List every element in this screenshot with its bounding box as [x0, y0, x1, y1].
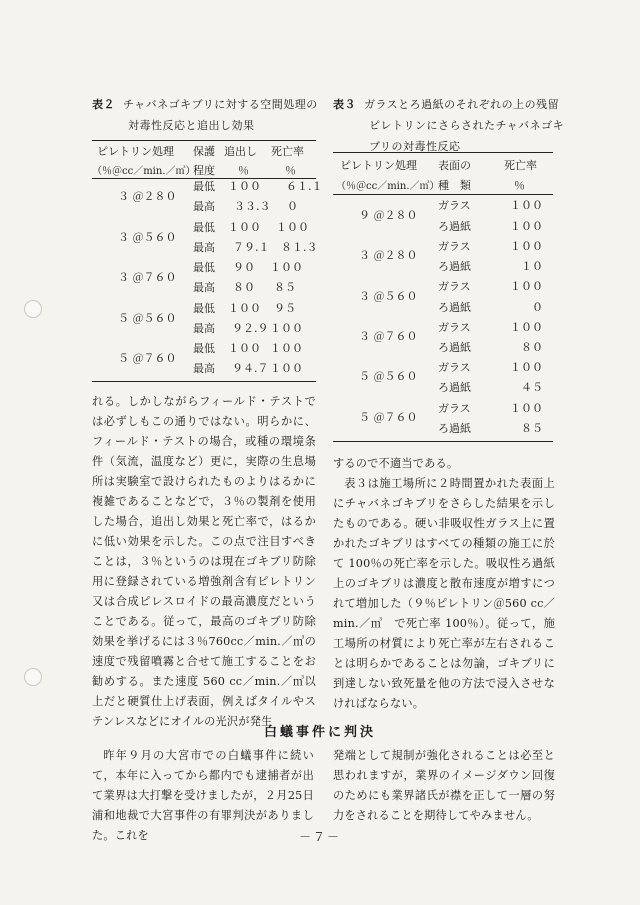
table3-row-surface: ガラス	[438, 321, 471, 334]
table2-row-mortality: １００	[276, 221, 309, 234]
table2-row-level: 最低	[193, 221, 215, 234]
table3-row-surface: ガラス	[438, 240, 471, 253]
table2-row-mortality: ０	[287, 200, 298, 213]
table3-row-mortality: ８５	[521, 422, 543, 435]
table2-row-treatment: ３ ＠７６０	[118, 271, 177, 284]
right-body-paragraph-2: 表３は施工場所に２時間置かれた表面上にチャバネゴキブリをさらした結果を示したものである。硬い非吸収性ガラス上に置かれたゴキブリはすべての種類の施工に於て 100％の死亡率を示した。吸収性ろ過紙上のゴキブリは濃度と散布速度が増すにつれて増加した（９％ピレトリン＠560 cc／min.／㎥ で死亡率 100％）。従って，施工場所の材質により死亡率が左右されることは明らかであることは勿論，ゴキブリに到達しない致死量を他の方法で浸入させなければならない。	[333, 477, 555, 710]
table2-row-level: 最低	[193, 302, 215, 315]
table3-header-mortality: 死亡率	[504, 159, 537, 172]
table2-header-protection-2: 程度	[193, 164, 215, 177]
table3-row-surface: ガラス	[438, 361, 471, 374]
page-number: －７－	[298, 830, 341, 844]
table2-row-mortality: １００	[270, 322, 303, 335]
table2-row-level: 最高	[193, 281, 215, 294]
table2-row-treatment: ３ ＠２８０	[118, 190, 177, 203]
table3-row-mortality: １００	[510, 199, 543, 212]
table3-row-surface: ろ過紙	[438, 422, 471, 435]
bottom-left-paragraph: 昨年９月の大宮市での白蟻事件に続いて，本年に入ってから都内でも逮捕者が出て業界は大打撃を受けましたが，２月25日浦和地裁で大宮事件の有罪判決がありました。これを	[92, 749, 314, 842]
table3-row-surface: ろ過紙	[438, 381, 471, 394]
table3-row-mortality: ８０	[521, 341, 543, 354]
table2-row-level: 最低	[193, 180, 215, 193]
table2-row-drive: ９２.９	[232, 322, 269, 335]
table3-header-surface: 表面の	[438, 159, 471, 172]
table2-row-mortality: １００	[270, 342, 303, 355]
table2-row-drive: ７９.１	[233, 241, 270, 254]
table2-row-mortality: １００	[270, 261, 303, 274]
table2-row-level: 最低	[193, 261, 215, 274]
table2-row-mortality: ６１.１	[286, 180, 323, 193]
table3-row-mortality: ０	[532, 301, 543, 314]
table2-row-drive: １００	[228, 342, 261, 355]
table3-row-treatment: ９ ＠２８０	[359, 209, 418, 222]
table3-title-line1: ガラスとろ過紙のそれぞれの上の残留	[364, 98, 560, 111]
table3-row-treatment: ５ ＠７６０	[359, 411, 418, 424]
table2-row-drive: １００	[228, 302, 261, 315]
table2-top-rule	[92, 140, 316, 141]
table3-row-mortality: ４５	[521, 381, 543, 394]
table3-title-line2: ピレトリンにさらされたチャバネゴキ	[369, 119, 565, 132]
table2-row-mortality: ９５	[274, 302, 296, 315]
binder-hole-top	[24, 300, 42, 318]
table3-row-mortality: １００	[510, 361, 543, 374]
table3-row-surface: ろ過紙	[438, 341, 471, 354]
table3-row-treatment: ５ ＠５６０	[359, 370, 418, 383]
table2-row-drive: １００	[228, 180, 261, 193]
table2-row-drive: ９０	[233, 261, 255, 274]
table3-row-surface: ガラス	[438, 199, 471, 212]
table2-header-protection: 保護	[193, 145, 215, 158]
right-body-paragraph-1: するので不適当である。	[333, 457, 459, 470]
table2-row-level: 最高	[193, 200, 215, 213]
table2-bottom-rule	[92, 381, 316, 382]
table2-title-line2: 対毒性反応と追出し効果	[128, 119, 255, 132]
table3-row-surface: ろ過紙	[438, 301, 471, 314]
table3-header-treatment: ピレトリン処理	[340, 159, 417, 172]
table2-row-level: 最高	[193, 362, 215, 375]
table3-row-surface: ガラス	[438, 280, 471, 293]
table3-top-rule	[333, 152, 553, 153]
table3-row-surface: ガラス	[438, 402, 471, 415]
table3-row-mortality: １００	[510, 240, 543, 253]
table3-row-mortality: １０	[521, 260, 543, 273]
table3-title-line3: ブリの対毒性反応	[369, 140, 461, 153]
table2-header-drive: 追出し	[224, 145, 257, 158]
table2-row-treatment: ５ ＠５６０	[118, 312, 177, 325]
table3-row-treatment: ３ ＠２８０	[359, 249, 418, 262]
table2-header-mortality: 死亡率	[271, 145, 304, 158]
table2-header-treatment-unit: （％＠cc／min.／㎥）	[92, 166, 196, 177]
table3-row-treatment: ３ ＠５６０	[359, 290, 418, 303]
table2-row-level: 最高	[193, 241, 215, 254]
table2-row-mortality: １００	[270, 362, 303, 375]
table2-header-treatment: ピレトリン処理	[97, 145, 174, 158]
table3-row-mortality: １００	[510, 280, 543, 293]
bottom-right-paragraph: 発端として規制が強化されることは必至と思われますが，業界のイメージダウン回復のためにも業界諸氏が襟を正して一層の努力をされることを期待してやみません。	[333, 749, 555, 822]
table2-title-line1: チャバネゴキブリに対する空間処理の	[123, 98, 318, 111]
table3-row-mortality: １００	[510, 220, 543, 233]
table3-bottom-rule	[333, 441, 553, 442]
table3-header-rule	[333, 194, 553, 195]
left-body-paragraph: れる。しかしながらフィールド・テストでは必ずしもこの通りではない。明らかに、フィールド・テストの場合，或種の環境条件（気流，温度など）更に，実際の生息場所は実験室で設けられたものよりはるかに複雑であることなどで，３％の製剤を使用した場合，追出し効果と死亡率で，はるかに低い効果を示した。この点で注目すべきことは，３％というのは現在ゴキブリ防除用に登録されている増強剤含有ピレトリン又は合成ピレスロイドの最高濃度だということである。従って，最高のゴキブリ防除効果を挙げるには３％760cc／min.／㎥の速度で残留噴霧と合せて施工することをお勧めする。また速度 560 cc／min.／㎥以上だと硬質仕上げ表面，例えばタイルやステンレスなどにオイルの光沢が発生	[92, 395, 316, 728]
bottom-right-text	[333, 746, 555, 826]
table3-row-mortality: １００	[510, 321, 543, 334]
table3-header-mortality-unit: ％	[514, 179, 525, 192]
table2-caption	[92, 94, 322, 136]
table3-caption	[333, 94, 573, 157]
table2-row-level: 最高	[193, 322, 215, 335]
table2-row-drive: ９４.７	[232, 362, 269, 375]
table3-number: 表３	[333, 98, 356, 111]
table3-header-surface-2: 種 類	[438, 179, 471, 192]
section-heading: 白蟻事件に判決	[263, 725, 376, 740]
table3-row-mortality: １００	[510, 402, 543, 415]
table2-row-drive: ８０	[233, 281, 255, 294]
table2-row-drive: ３３.３	[234, 200, 271, 213]
table3-header-treatment-unit: （％＠cc／min.／㎥）	[336, 181, 440, 192]
table2-header-drive-unit: ％	[238, 164, 249, 177]
left-body-text	[92, 392, 316, 732]
table2-row-treatment: ３ ＠５６０	[118, 231, 177, 244]
table2-header-mortality-unit: ％	[285, 164, 296, 177]
right-body-text	[333, 454, 555, 714]
table2-row-mortality: ８１.３	[281, 241, 318, 254]
table2-row-drive: １００	[228, 221, 261, 234]
table2-number: 表２	[92, 98, 115, 111]
table3-row-surface: ろ過紙	[438, 260, 471, 273]
table3-row-treatment: ３ ＠７６０	[359, 330, 418, 343]
table2-row-mortality: ８５	[274, 281, 296, 294]
table3-row-surface: ろ過紙	[438, 220, 471, 233]
table2-row-treatment: ５ ＠７６０	[118, 352, 177, 365]
binder-hole-bottom	[24, 668, 42, 686]
table2-row-level: 最低	[193, 342, 215, 355]
